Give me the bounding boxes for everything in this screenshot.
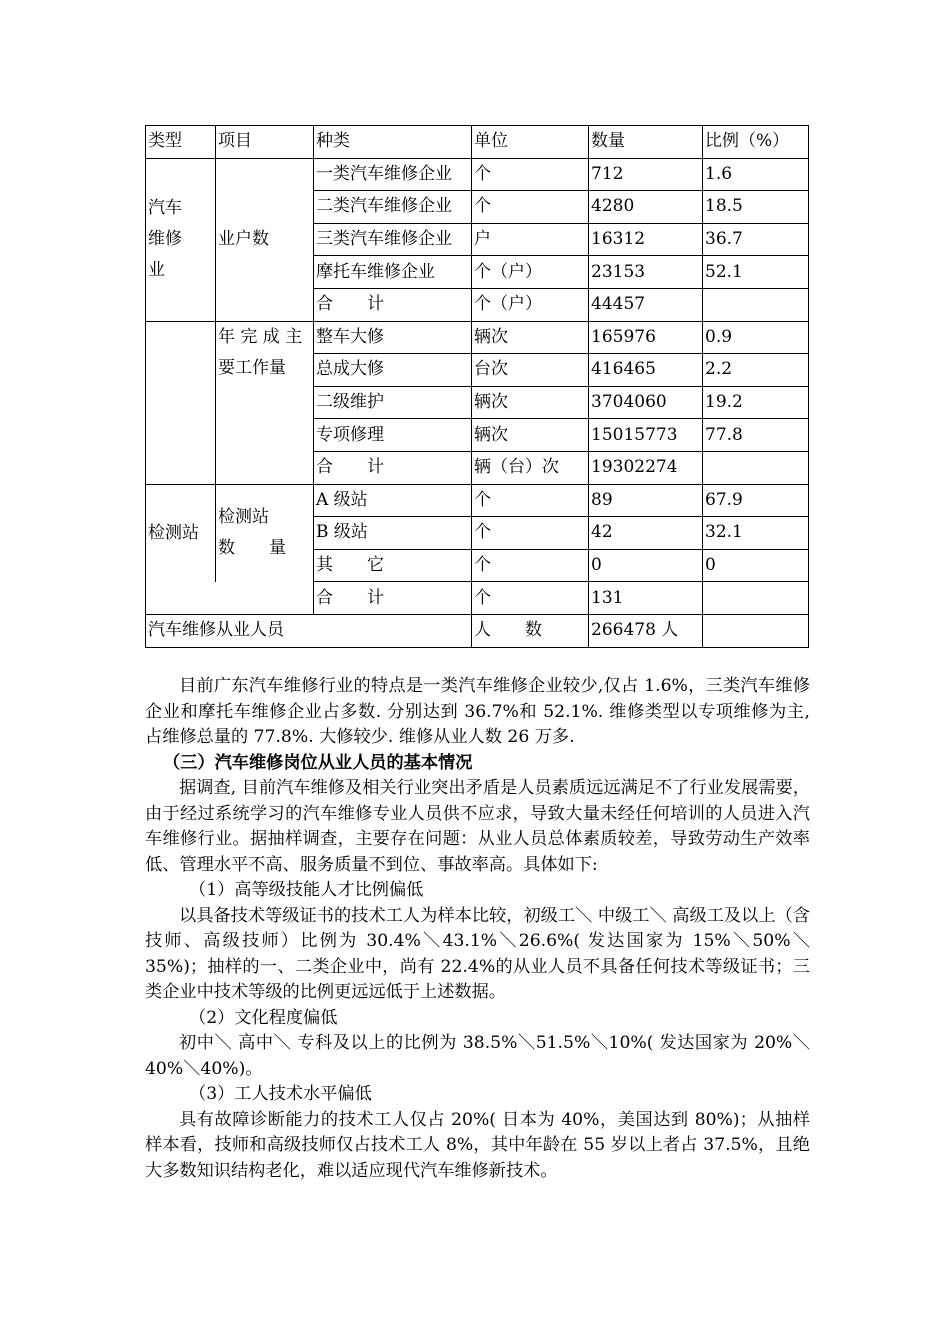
paragraph-summary: 目前广东汽车维修行业的特点是一类汽车维修企业较少,仅占 1.6%，三类汽车维修企业和摩托车维修企业占多数. 分别达到 36.7%和 52.1%. 维修类型以专项维修为主, 占维修总量的 77.8%. 大修较少. 维修从业人数 26 万多.: [145, 676, 810, 747]
ratio-cell: 0: [703, 549, 809, 582]
qty-cell: 15015773: [589, 419, 703, 452]
header-cell: 数量: [589, 126, 703, 159]
unit-cell: 辆次: [472, 386, 589, 419]
staff-label-cell: 汽车维修从业人员: [146, 614, 472, 647]
kind-total-cell: [314, 582, 472, 615]
kind-cell: 摩托车维修企业: [314, 256, 472, 289]
ratio-cell: 77.8: [703, 419, 809, 452]
qty-cell: 16312: [589, 223, 703, 256]
item-cell-workload: [216, 321, 314, 484]
qty-cell: 131: [589, 582, 703, 615]
item-line: 要工作量: [218, 357, 286, 378]
ratio-cell: [703, 451, 809, 484]
kind-total-cell: [314, 451, 472, 484]
paragraph-technical: 具有故障诊断能力的技术工人仅占 20%( 日本为 40%，美国达到 80%)；从抽样样本看，技师和高级技师仅占技术工人 8%，其中年龄在 55 岁以上者占 37.5%，且绝大多数知识结构老化，难以适应现代汽车维修新技术。: [145, 1109, 810, 1181]
qty-cell: 42: [589, 517, 703, 550]
item-line: 年 完 成 主: [218, 326, 303, 347]
kind-cell: 整车大修: [314, 321, 472, 354]
ratio-cell: 18.5: [703, 191, 809, 224]
unit-cell: 人 数: [472, 614, 589, 647]
header-cell: 类型: [146, 126, 216, 159]
kind-cell: B 级站: [314, 517, 472, 550]
type-line: 业: [148, 260, 165, 281]
unit-cell: 辆次: [472, 419, 589, 452]
ratio-cell: 67.9: [703, 484, 809, 517]
kind-total-cell: [314, 288, 472, 321]
qty-cell: 23153: [589, 256, 703, 289]
qty-cell: 4280: [589, 191, 703, 224]
kind-cell: 二级维护: [314, 386, 472, 419]
item-cell-households: 业户数: [216, 158, 314, 321]
type-line: 维修: [148, 229, 182, 250]
table-row: [146, 321, 809, 354]
qty-cell: 89: [589, 484, 703, 517]
unit-cell: 辆（台）次: [472, 451, 589, 484]
kind-cell: 专项修理: [314, 419, 472, 452]
table-row: [146, 484, 809, 517]
body-text: [145, 674, 810, 1184]
unit-cell: 个: [472, 582, 589, 615]
table-header-row: [146, 126, 809, 159]
kind-cell: A 级站: [314, 484, 472, 517]
qty-cell: 19302274: [589, 451, 703, 484]
table-total-row: [146, 582, 809, 615]
qty-cell: 712: [589, 158, 703, 191]
section-heading: （三）汽车维修岗位从业人员的基本情况: [163, 752, 473, 773]
total-label-a: 合: [316, 457, 333, 478]
ratio-cell: 36.7: [703, 223, 809, 256]
table-row: [146, 158, 809, 191]
kind-cell: 一类汽车维修企业: [314, 158, 472, 191]
paragraph-survey: 据调查, 目前汽车维修及相关行业突出矛盾是人员素质远远满足不了行业发展需要，由于经过系统学习的汽车维修专业人员供不应求，导致大量未经任何培训的人员进入汽车维修行业。据抽样调查，主要存在问题：从业人员总体素质较差，导致劳动生产效率低、管理水平不高、服务质量不到位、事故率高。具体如下:: [145, 778, 810, 875]
paragraph-skills: 以具备技术等级证书的技术工人为样本比较，初级工＼ 中级工＼ 高级工及以上（含技师、高级技师）比例为 30.4%＼43.1%＼26.6%( 发达国家为 15%＼50%＼35%)；抽样的一、二类企业中，尚有 22.4%的从业人员不具备任何技术等级证书；三类企业中技术等级的比例更远远低于上述数据。: [145, 905, 810, 1002]
total-label-b: 计: [367, 587, 384, 608]
ratio-cell: 0.9: [703, 321, 809, 354]
paragraph-education: 初中＼ 高中＼ 专科及以上的比例为 38.5%＼51.5%＼10%( 发达国家为 20%＼40%＼40%)。: [145, 1033, 810, 1079]
unit-cell: 台次: [472, 354, 589, 387]
ratio-cell: 19.2: [703, 386, 809, 419]
kind-cell: 其 它: [314, 549, 472, 582]
unit-cell: 个: [472, 158, 589, 191]
type-line: 汽车: [148, 198, 182, 219]
subheading-technical: （3）工人技术水平偏低: [189, 1084, 372, 1104]
subheading-education: （2）文化程度偏低: [189, 1007, 338, 1028]
total-label-a: 合: [316, 294, 333, 315]
ratio-cell: [703, 288, 809, 321]
header-cell: 项目: [216, 126, 314, 159]
statistics-table: [145, 125, 809, 648]
total-label-b: 计: [367, 457, 384, 478]
ratio-cell: 1.6: [703, 158, 809, 191]
unit-cell: 个: [472, 484, 589, 517]
table-row: [146, 614, 809, 647]
unit-cell: 个: [472, 191, 589, 224]
qty-cell: 44457: [589, 288, 703, 321]
type-cell-repair: [146, 158, 216, 321]
item-line: 检测站: [218, 507, 269, 528]
subheading-skills: （1）高等级技能人才比例偏低: [189, 880, 424, 900]
unit-cell: 个: [472, 517, 589, 550]
unit-cell: 户: [472, 223, 589, 256]
total-label-a: 合: [316, 587, 333, 608]
ratio-cell: 52.1: [703, 256, 809, 289]
qty-cell: 165976: [589, 321, 703, 354]
item-line: 数 量: [218, 538, 286, 559]
type-cell-station: 检测站: [146, 484, 216, 582]
kind-cell: 三类汽车维修企业: [314, 223, 472, 256]
ratio-cell: [703, 614, 809, 647]
type-cell-empty: [146, 321, 216, 484]
header-cell: 单位: [472, 126, 589, 159]
unit-cell: 个（户）: [472, 288, 589, 321]
unit-cell: 辆次: [472, 321, 589, 354]
ratio-cell: [703, 582, 809, 615]
ratio-cell: 32.1: [703, 517, 809, 550]
unit-cell: 个（户）: [472, 256, 589, 289]
type-item-empty-cell: [146, 582, 314, 615]
qty-cell: 266478 人: [589, 614, 703, 647]
item-cell-station-count: [216, 484, 314, 582]
kind-cell: 总成大修: [314, 354, 472, 387]
qty-cell: 3704060: [589, 386, 703, 419]
header-cell: 种类: [314, 126, 472, 159]
total-label-b: 计: [367, 294, 384, 315]
unit-cell: 个: [472, 549, 589, 582]
header-cell: 比例（%）: [703, 126, 809, 159]
qty-cell: 416465: [589, 354, 703, 387]
ratio-cell: 2.2: [703, 354, 809, 387]
qty-cell: 0: [589, 549, 703, 582]
kind-cell: 二类汽车维修企业: [314, 191, 472, 224]
